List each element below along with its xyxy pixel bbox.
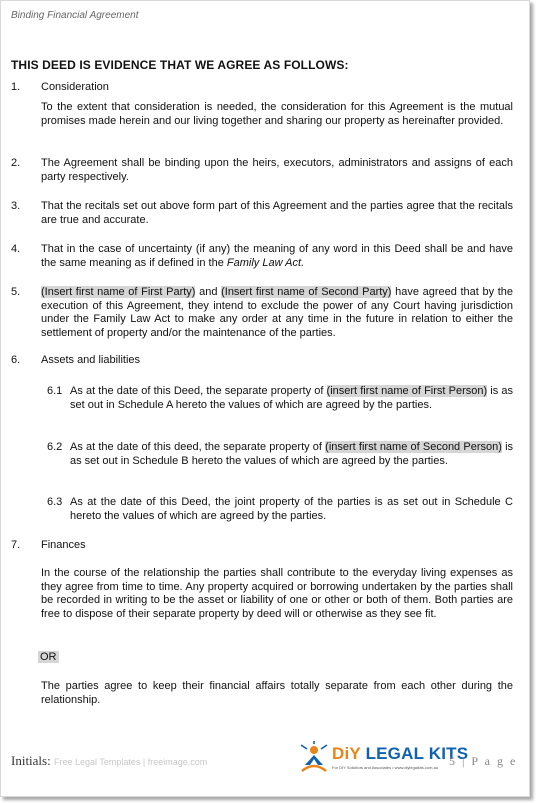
- second-person-placeholder[interactable]: (insert first name of Second Person): [325, 441, 502, 453]
- clause-5-text: [41, 286, 513, 340]
- clause-3-body: That the recitals set out above form part of this Agreement and the parties agree that the recitals are true and accurate.: [41, 200, 513, 226]
- diy-legal-kits-logo: [298, 741, 469, 777]
- clause-6-3-body: As at the date of this Deed, the joint property of the parties is as set out in Schedule C hereto the values of which are agreed by the parties.: [70, 496, 513, 522]
- clause-5-number: 5.: [11, 286, 21, 298]
- clause-6-1-text: [70, 385, 513, 412]
- clause-1-title: Consideration: [41, 81, 109, 93]
- watermark-text: Free Legal Templates | freeimage.com: [53, 757, 208, 767]
- clause-7-body-1: In the course of the relationship the parties shall contribute to the everyday living expenses as they agree from time to time. Any property acquired or borrowing undertaken by the parties shall be recorded in writing to be the asset or liability of one or other or both of them. Both parties are free to dispose of their separate property by deed will or otherwise as they see fit.: [41, 567, 513, 620]
- page-number: 5 | P a g e: [449, 754, 518, 768]
- clause-2-number: 2.: [11, 157, 21, 169]
- clause-6-2-number: 6.2: [47, 441, 63, 453]
- clause-1-number: 1.: [11, 81, 21, 93]
- clause-7-number: 7.: [11, 539, 21, 551]
- initials-label: Initials:: [11, 753, 51, 768]
- or-label: OR: [40, 651, 57, 663]
- second-party-placeholder[interactable]: (Insert first name of Second Party): [221, 286, 392, 298]
- logo-tagline: For DIY Solicitors and Associates • www.diylegalkits.com.au: [332, 765, 439, 770]
- clause-2-body: The Agreement shall be binding upon the heirs, executors, administrators and assigns of each party respectively.: [41, 157, 513, 183]
- clause-6-1-post: is as set out in Schedule A hereto the values of which are agreed by the parties.: [70, 385, 513, 411]
- first-person-placeholder[interactable]: (insert first name of First Person): [326, 385, 488, 397]
- logo-wordmark: [332, 744, 468, 764]
- deed-heading: THIS DEED IS EVIDENCE THAT WE AGREE AS FOLLOWS:: [11, 58, 349, 72]
- document-header: Binding Financial Agreement: [11, 10, 139, 21]
- clause-6-2-post: is as set out in Schedule B hereto the values of which are agreed by the parties.: [70, 441, 514, 467]
- clause-7-title: Finances: [41, 539, 86, 551]
- clause-6-1-number: 6.1: [47, 385, 63, 397]
- clause-6-2-text: [70, 441, 513, 468]
- footer-initials: [11, 753, 207, 769]
- family-law-act-ref: Family Law Act.: [226, 256, 305, 269]
- clause-5-body: have agreed that by the execution of this Agreement, they intend to exclude the power of any Court having jurisdiction under the Family Law Act to make any order at any time in the future in relation to either the settlement of property and/or the maintenance of the parties.: [41, 286, 513, 339]
- clause-4-number: 4.: [11, 243, 21, 255]
- first-party-placeholder[interactable]: (Insert first name of First Party): [41, 286, 196, 298]
- clause-6-1-pre: As at the date of this Deed, the separate property of: [70, 385, 327, 397]
- clause-4-text: [41, 243, 513, 270]
- clause-7-or: [38, 651, 59, 665]
- clause-4-body: That in the case of uncertainty (if any) the meaning of any word in this Deed shall be and have the same meaning as if defined in the: [41, 243, 513, 269]
- clause-6-number: 6.: [11, 354, 21, 366]
- logo-diy: DiY: [332, 744, 361, 763]
- clause-7-body-2: The parties agree to keep their financial affairs totally separate from each other during the relationship.: [41, 680, 513, 706]
- clause-1-body: To the extent that consideration is needed, the consideration for this Agreement is the mutual promises made herein and our living together and sharing our property as hereinafter provided.: [41, 101, 513, 127]
- clause-6-2-pre: As at the date of this deed, the separate property of: [70, 441, 326, 453]
- clause-6-3-number: 6.3: [47, 496, 63, 508]
- clause-6-title: Assets and liabilities: [41, 354, 141, 366]
- clause-3-number: 3.: [11, 200, 21, 212]
- logo-legal-kits: LEGAL KITS: [360, 744, 469, 763]
- clause-5-and: and: [195, 286, 222, 298]
- logo-icon: [298, 741, 330, 775]
